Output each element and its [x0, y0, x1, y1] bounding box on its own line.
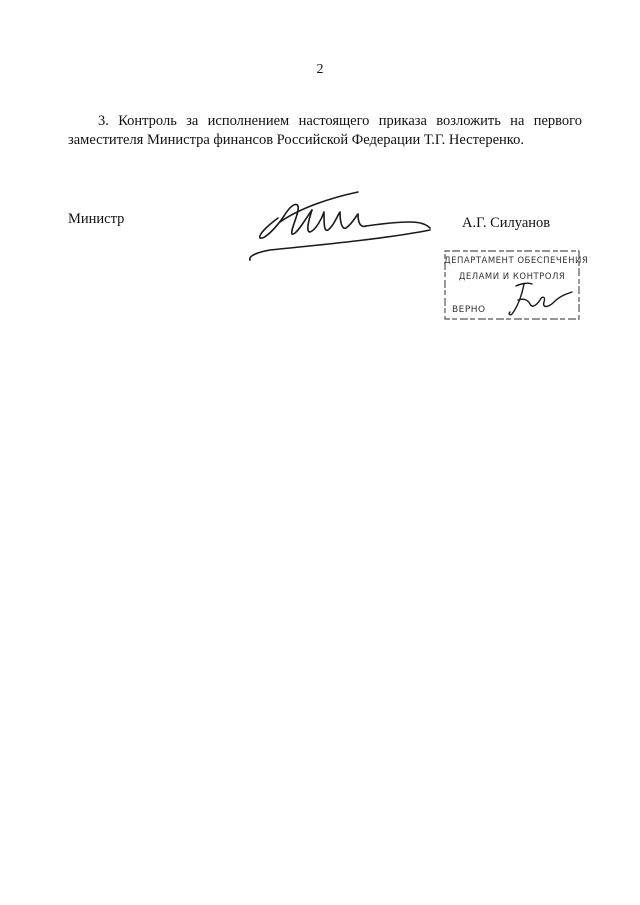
order-paragraph [68, 112, 582, 150]
stamp-initials-signature [502, 278, 578, 322]
signatory-name: А.Г. Силуанов [462, 215, 551, 231]
handwritten-signature [240, 178, 440, 268]
paragraph-line-1: 3. Контроль за исполнением настоящего приказа возложить на первого [98, 113, 582, 129]
stamp-department-line-2: ДЕЛАМИ И КОНТРОЛЯ [458, 272, 566, 282]
paragraph-line-2: заместителя Министра финансов Российской Федерации Т.Г. Нестеренко. [68, 132, 524, 148]
stamp-department-line: ДЕПАРТАМЕНТ ОБЕСПЕЧЕНИЯ [444, 256, 589, 266]
stamp-verified-label: ВЕРНО [452, 305, 486, 315]
page-number: 2 [316, 62, 324, 77]
verification-stamp [444, 250, 589, 320]
signatory-title: Министр [68, 211, 125, 227]
